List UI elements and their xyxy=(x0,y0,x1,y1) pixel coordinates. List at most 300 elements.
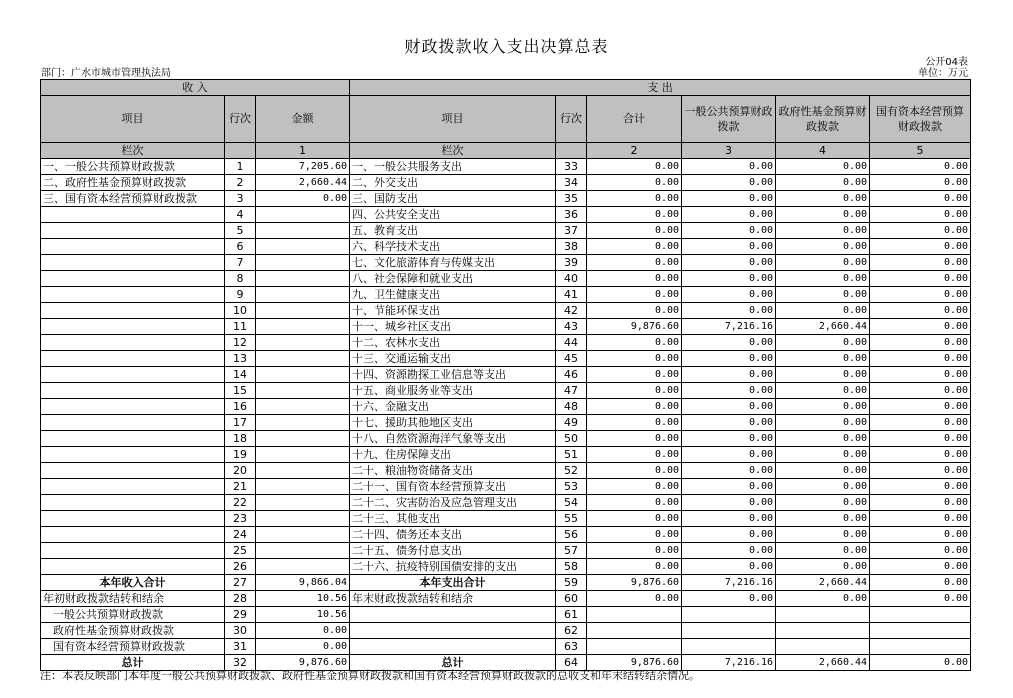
income-amount xyxy=(256,383,350,399)
income-row-no: 26 xyxy=(225,559,256,575)
expense-state: 0.00 xyxy=(870,207,971,223)
expense-row-no: 56 xyxy=(556,527,587,543)
department-label: 部门：广水市城市管理执法局 xyxy=(41,68,171,79)
table-row xyxy=(41,511,971,527)
ending-balance-no: 60 xyxy=(556,591,587,607)
income-total-no: 27 xyxy=(225,575,256,591)
col-index-2: 2 xyxy=(587,143,682,159)
expense-total: 0.00 xyxy=(587,399,682,415)
income-row-no: 20 xyxy=(225,463,256,479)
expense-total: 0.00 xyxy=(587,527,682,543)
expense-fund: 0.00 xyxy=(776,383,870,399)
expense-total: 0.00 xyxy=(587,191,682,207)
expense-row-no: 35 xyxy=(556,191,587,207)
expense-row-no: 43 xyxy=(556,319,587,335)
expense-grand-total-fund: 2,660.44 xyxy=(776,655,870,671)
expense-general: 0.00 xyxy=(682,271,776,287)
beginning-balance-amount: 10.56 xyxy=(256,591,350,607)
expense-general: 0.00 xyxy=(682,447,776,463)
beginning-fund-label: 政府性基金预算财政拨款 xyxy=(41,623,225,639)
expense-general: 0.00 xyxy=(682,367,776,383)
income-row-no: 25 xyxy=(225,543,256,559)
table-row xyxy=(41,255,971,271)
income-amount: 7,205.60 xyxy=(256,159,350,175)
table-row xyxy=(41,527,971,543)
lanci-label: 栏次 xyxy=(350,143,556,159)
income-item xyxy=(41,399,225,415)
expense-state: 0.00 xyxy=(870,335,971,351)
expense-general: 0.00 xyxy=(682,383,776,399)
income-amount xyxy=(256,335,350,351)
expense-item: 十、节能环保支出 xyxy=(350,303,556,319)
expense-item: 十六、金融支出 xyxy=(350,399,556,415)
income-row-no: 5 xyxy=(225,223,256,239)
lanci-blank xyxy=(225,143,256,159)
table-header xyxy=(41,80,971,159)
beginning-fund-no: 30 xyxy=(225,623,256,639)
expense-item: 十八、自然资源海洋气象等支出 xyxy=(350,431,556,447)
expense-item: 二十六、抗疫特别国债安排的支出 xyxy=(350,559,556,575)
income-grand-total-label: 总计 xyxy=(41,655,225,671)
expense-total: 0.00 xyxy=(587,511,682,527)
income-row-no: 7 xyxy=(225,255,256,271)
expense-total-fund: 2,660.44 xyxy=(776,575,870,591)
table-row xyxy=(41,415,971,431)
income-row-no: 4 xyxy=(225,207,256,223)
blank-cell xyxy=(587,639,682,655)
expense-general: 0.00 xyxy=(682,191,776,207)
expense-fund: 0.00 xyxy=(776,223,870,239)
expense-total: 0.00 xyxy=(587,335,682,351)
expense-row-no: 54 xyxy=(556,495,587,511)
expense-item: 二十四、债务还本支出 xyxy=(350,527,556,543)
income-amount xyxy=(256,367,350,383)
row-no-61: 61 xyxy=(556,607,587,623)
expense-total: 0.00 xyxy=(587,175,682,191)
expense-item: 二十、粮油物资储备支出 xyxy=(350,463,556,479)
income-row-no: 6 xyxy=(225,239,256,255)
income-row-no: 17 xyxy=(225,415,256,431)
table-row xyxy=(41,335,971,351)
expense-item: 二十二、灾害防治及应急管理支出 xyxy=(350,495,556,511)
col-index-5: 5 xyxy=(870,143,971,159)
income-row-no: 15 xyxy=(225,383,256,399)
general-budget-header: 一般公共预算财政拨款 xyxy=(682,96,776,143)
table-row xyxy=(41,159,971,175)
expense-item: 十九、住房保障支出 xyxy=(350,447,556,463)
expense-fund: 0.00 xyxy=(776,495,870,511)
income-row-no: 13 xyxy=(225,351,256,367)
expense-fund: 0.00 xyxy=(776,511,870,527)
blank-cell xyxy=(682,607,776,623)
table-row xyxy=(41,271,971,287)
blank-cell xyxy=(682,623,776,639)
expense-grand-total-total: 9,876.60 xyxy=(587,655,682,671)
expense-fund: 0.00 xyxy=(776,399,870,415)
expense-item: 六、科学技术支出 xyxy=(350,239,556,255)
income-item xyxy=(41,431,225,447)
table-row xyxy=(41,559,971,575)
table-row xyxy=(41,191,971,207)
expense-total: 0.00 xyxy=(587,543,682,559)
income-row-no: 11 xyxy=(225,319,256,335)
expense-item: 七、文化旅游体育与传媒支出 xyxy=(350,255,556,271)
expense-state: 0.00 xyxy=(870,543,971,559)
expense-grand-total-no: 64 xyxy=(556,655,587,671)
expense-item: 八、社会保障和就业支出 xyxy=(350,271,556,287)
income-item xyxy=(41,383,225,399)
income-amount xyxy=(256,511,350,527)
expense-row-no: 46 xyxy=(556,367,587,383)
income-item xyxy=(41,207,225,223)
ending-balance-label: 年末财政拨款结转和结余 xyxy=(350,591,556,607)
ending-balance-general: 0.00 xyxy=(682,591,776,607)
expense-total: 0.00 xyxy=(587,383,682,399)
income-row-no: 9 xyxy=(225,287,256,303)
table-row xyxy=(41,383,971,399)
expense-general: 0.00 xyxy=(682,159,776,175)
expense-fund: 0.00 xyxy=(776,463,870,479)
income-item xyxy=(41,559,225,575)
income-total-label: 本年收入合计 xyxy=(41,575,225,591)
income-amount xyxy=(256,543,350,559)
income-item xyxy=(41,511,225,527)
expense-state: 0.00 xyxy=(870,303,971,319)
income-item xyxy=(41,319,225,335)
expense-row-no: 58 xyxy=(556,559,587,575)
income-item xyxy=(41,495,225,511)
expense-state: 0.00 xyxy=(870,431,971,447)
income-amount xyxy=(256,303,350,319)
expense-item: 九、卫生健康支出 xyxy=(350,287,556,303)
expense-item: 十七、援助其他地区支出 xyxy=(350,415,556,431)
expense-general: 0.00 xyxy=(682,479,776,495)
expense-item: 二、外交支出 xyxy=(350,175,556,191)
income-amount xyxy=(256,527,350,543)
blank-cell xyxy=(587,623,682,639)
income-item: 三、国有资本经营预算财政拨款 xyxy=(41,191,225,207)
income-amount xyxy=(256,463,350,479)
blank-cell xyxy=(776,639,870,655)
expense-general: 0.00 xyxy=(682,399,776,415)
income-amount xyxy=(256,431,350,447)
expense-state: 0.00 xyxy=(870,271,971,287)
beginning-general-amount: 10.56 xyxy=(256,607,350,623)
expense-state: 0.00 xyxy=(870,463,971,479)
expense-fund: 0.00 xyxy=(776,287,870,303)
income-row-no: 8 xyxy=(225,271,256,287)
expense-general: 7,216.16 xyxy=(682,319,776,335)
blank-cell xyxy=(350,607,556,623)
expense-header: 支 出 xyxy=(350,80,971,96)
expense-row-no: 47 xyxy=(556,383,587,399)
expense-fund: 0.00 xyxy=(776,159,870,175)
blank-cell xyxy=(350,639,556,655)
income-item: 一、一般公共预算财政拨款 xyxy=(41,159,225,175)
expense-state: 0.00 xyxy=(870,527,971,543)
income-item xyxy=(41,255,225,271)
expense-row-no: 55 xyxy=(556,511,587,527)
expense-state: 0.00 xyxy=(870,223,971,239)
income-amount xyxy=(256,479,350,495)
income-row-no: 24 xyxy=(225,527,256,543)
expense-total: 0.00 xyxy=(587,463,682,479)
expense-row-no: 36 xyxy=(556,207,587,223)
blank-cell xyxy=(870,639,971,655)
expense-state: 0.00 xyxy=(870,239,971,255)
income-row-no: 12 xyxy=(225,335,256,351)
row-no-63: 63 xyxy=(556,639,587,655)
fund-budget-header: 政府性基金预算财政拨款 xyxy=(776,96,870,143)
blank-cell xyxy=(682,639,776,655)
income-amount xyxy=(256,239,350,255)
income-item-header: 项目 xyxy=(41,96,225,143)
table-row xyxy=(41,351,971,367)
expense-row-no: 53 xyxy=(556,479,587,495)
expense-general: 0.00 xyxy=(682,351,776,367)
income-item xyxy=(41,463,225,479)
state-capital-header: 国有资本经营预算财政拨款 xyxy=(870,96,971,143)
expense-item: 三、国防支出 xyxy=(350,191,556,207)
income-amount: 0.00 xyxy=(256,191,350,207)
expense-general: 0.00 xyxy=(682,463,776,479)
income-amount: 2,660.44 xyxy=(256,175,350,191)
footnote: 注：本表反映部门本年度一般公共预算财政拨款、政府性基金预算财政拨款和国有资本经营预算财政拨款的总收支和年末结转结余情况。 xyxy=(40,669,700,682)
expense-total: 0.00 xyxy=(587,223,682,239)
beginning-balance-label: 年初财政拨款结转和结余 xyxy=(41,591,225,607)
beginning-state-amount: 0.00 xyxy=(256,639,350,655)
income-row-no: 14 xyxy=(225,367,256,383)
row-no-62: 62 xyxy=(556,623,587,639)
expense-item: 十四、资源勘探工业信息等支出 xyxy=(350,367,556,383)
table-summary xyxy=(41,575,971,671)
expense-item: 十二、农林水支出 xyxy=(350,335,556,351)
col-index-4: 4 xyxy=(776,143,870,159)
ending-balance-state: 0.00 xyxy=(870,591,971,607)
expense-total: 0.00 xyxy=(587,287,682,303)
total-header: 合计 xyxy=(587,96,682,143)
expense-general: 0.00 xyxy=(682,255,776,271)
expense-row-no: 37 xyxy=(556,223,587,239)
expense-fund: 0.00 xyxy=(776,175,870,191)
expense-rowno-header: 行次 xyxy=(556,96,587,143)
income-row-no: 21 xyxy=(225,479,256,495)
expense-row-no: 33 xyxy=(556,159,587,175)
col-index-3: 3 xyxy=(682,143,776,159)
expense-state: 0.00 xyxy=(870,383,971,399)
expense-item: 二十一、国有资本经营预算支出 xyxy=(350,479,556,495)
expense-general: 0.00 xyxy=(682,511,776,527)
income-grand-total-no: 32 xyxy=(225,655,256,671)
income-amount xyxy=(256,351,350,367)
blank-cell xyxy=(776,607,870,623)
income-row-no: 2 xyxy=(225,175,256,191)
expense-fund: 0.00 xyxy=(776,431,870,447)
expense-state: 0.00 xyxy=(870,351,971,367)
income-amount xyxy=(256,495,350,511)
income-item xyxy=(41,543,225,559)
table-row xyxy=(41,463,971,479)
expense-general: 0.00 xyxy=(682,335,776,351)
beginning-fund-amount: 0.00 xyxy=(256,623,350,639)
expense-general: 0.00 xyxy=(682,175,776,191)
expense-total-label: 本年支出合计 xyxy=(350,575,556,591)
expense-total: 0.00 xyxy=(587,415,682,431)
expense-fund: 0.00 xyxy=(776,255,870,271)
income-item xyxy=(41,351,225,367)
expense-total: 0.00 xyxy=(587,239,682,255)
expense-fund: 0.00 xyxy=(776,335,870,351)
expense-total: 0.00 xyxy=(587,351,682,367)
expense-row-no: 44 xyxy=(556,335,587,351)
beginning-general-no: 29 xyxy=(225,607,256,623)
blank-cell xyxy=(350,623,556,639)
expense-fund: 0.00 xyxy=(776,239,870,255)
expense-fund: 0.00 xyxy=(776,367,870,383)
income-amount xyxy=(256,287,350,303)
form-number: 公开04表 xyxy=(925,57,968,68)
expense-total-state: 0.00 xyxy=(870,575,971,591)
expense-row-no: 51 xyxy=(556,447,587,463)
expense-state: 0.00 xyxy=(870,511,971,527)
expense-state: 0.00 xyxy=(870,175,971,191)
income-amount-header: 金额 xyxy=(256,96,350,143)
ending-balance-fund: 0.00 xyxy=(776,591,870,607)
income-amount xyxy=(256,207,350,223)
expense-fund: 2,660.44 xyxy=(776,319,870,335)
income-item xyxy=(41,367,225,383)
expense-state: 0.00 xyxy=(870,415,971,431)
expense-row-no: 45 xyxy=(556,351,587,367)
expense-state: 0.00 xyxy=(870,287,971,303)
blank-cell xyxy=(870,623,971,639)
expense-state: 0.00 xyxy=(870,495,971,511)
income-row-no: 1 xyxy=(225,159,256,175)
income-item xyxy=(41,479,225,495)
expense-fund: 0.00 xyxy=(776,207,870,223)
income-row-no: 3 xyxy=(225,191,256,207)
ending-balance-total: 0.00 xyxy=(587,591,682,607)
table-row xyxy=(41,287,971,303)
expense-total: 0.00 xyxy=(587,207,682,223)
expense-row-no: 57 xyxy=(556,543,587,559)
income-amount xyxy=(256,415,350,431)
expense-fund: 0.00 xyxy=(776,303,870,319)
income-item xyxy=(41,415,225,431)
table-row xyxy=(41,223,971,239)
income-total-amount: 9,866.04 xyxy=(256,575,350,591)
income-amount xyxy=(256,447,350,463)
expense-fund: 0.00 xyxy=(776,479,870,495)
expense-total: 0.00 xyxy=(587,431,682,447)
income-item xyxy=(41,239,225,255)
income-item xyxy=(41,447,225,463)
expense-fund: 0.00 xyxy=(776,559,870,575)
beginning-state-no: 31 xyxy=(225,639,256,655)
expense-state: 0.00 xyxy=(870,367,971,383)
expense-grand-total-state: 0.00 xyxy=(870,655,971,671)
expense-item-header: 项目 xyxy=(350,96,556,143)
table-row xyxy=(41,399,971,415)
expense-total-total: 9,876.60 xyxy=(587,575,682,591)
expense-state: 0.00 xyxy=(870,399,971,415)
expense-item: 五、教育支出 xyxy=(350,223,556,239)
expense-general: 0.00 xyxy=(682,543,776,559)
expense-item: 十五、商业服务业等支出 xyxy=(350,383,556,399)
expense-general: 0.00 xyxy=(682,287,776,303)
beginning-state-label: 国有资本经营预算财政拨款 xyxy=(41,639,225,655)
income-amount xyxy=(256,319,350,335)
expense-general: 0.00 xyxy=(682,415,776,431)
expense-row-no: 48 xyxy=(556,399,587,415)
table-row xyxy=(41,367,971,383)
table-row xyxy=(41,303,971,319)
expense-fund: 0.00 xyxy=(776,191,870,207)
income-amount xyxy=(256,271,350,287)
expense-item: 二十五、债务付息支出 xyxy=(350,543,556,559)
income-amount xyxy=(256,255,350,271)
blank-cell xyxy=(587,607,682,623)
expense-row-no: 42 xyxy=(556,303,587,319)
expense-total: 0.00 xyxy=(587,479,682,495)
expense-general: 0.00 xyxy=(682,527,776,543)
expense-general: 0.00 xyxy=(682,495,776,511)
expense-fund: 0.00 xyxy=(776,447,870,463)
expense-total: 0.00 xyxy=(587,255,682,271)
report-title: 财政拨款收入支出决算总表 xyxy=(404,37,609,56)
expense-total-general: 7,216.16 xyxy=(682,575,776,591)
expense-total: 0.00 xyxy=(587,271,682,287)
expense-row-no: 50 xyxy=(556,431,587,447)
unit-label: 单位：万元 xyxy=(918,68,968,79)
income-item xyxy=(41,287,225,303)
table-row xyxy=(41,479,971,495)
beginning-general-label: 一般公共预算财政拨款 xyxy=(41,607,225,623)
expense-fund: 0.00 xyxy=(776,271,870,287)
expense-state: 0.00 xyxy=(870,255,971,271)
expense-fund: 0.00 xyxy=(776,543,870,559)
expense-item: 四、公共安全支出 xyxy=(350,207,556,223)
income-row-no: 23 xyxy=(225,511,256,527)
expense-row-no: 34 xyxy=(556,175,587,191)
expense-total: 0.00 xyxy=(587,367,682,383)
expense-item: 十一、城乡社区支出 xyxy=(350,319,556,335)
income-amount xyxy=(256,223,350,239)
expense-fund: 0.00 xyxy=(776,351,870,367)
income-item xyxy=(41,335,225,351)
income-row-no: 22 xyxy=(225,495,256,511)
expense-total: 0.00 xyxy=(587,495,682,511)
expense-general: 0.00 xyxy=(682,303,776,319)
lanci-label: 栏次 xyxy=(41,143,225,159)
blank-cell xyxy=(776,623,870,639)
expense-total-no: 59 xyxy=(556,575,587,591)
col-index-1: 1 xyxy=(256,143,350,159)
expense-row-no: 49 xyxy=(556,415,587,431)
table-row xyxy=(41,239,971,255)
blank-cell xyxy=(870,607,971,623)
lanci-blank xyxy=(556,143,587,159)
expense-total: 0.00 xyxy=(587,559,682,575)
expense-row-no: 52 xyxy=(556,463,587,479)
income-item: 二、政府性基金预算财政拨款 xyxy=(41,175,225,191)
expense-state: 0.00 xyxy=(870,447,971,463)
income-header: 收 入 xyxy=(41,80,350,96)
expense-item: 二十三、其他支出 xyxy=(350,511,556,527)
expense-row-no: 40 xyxy=(556,271,587,287)
table-row xyxy=(41,431,971,447)
expense-state: 0.00 xyxy=(870,319,971,335)
